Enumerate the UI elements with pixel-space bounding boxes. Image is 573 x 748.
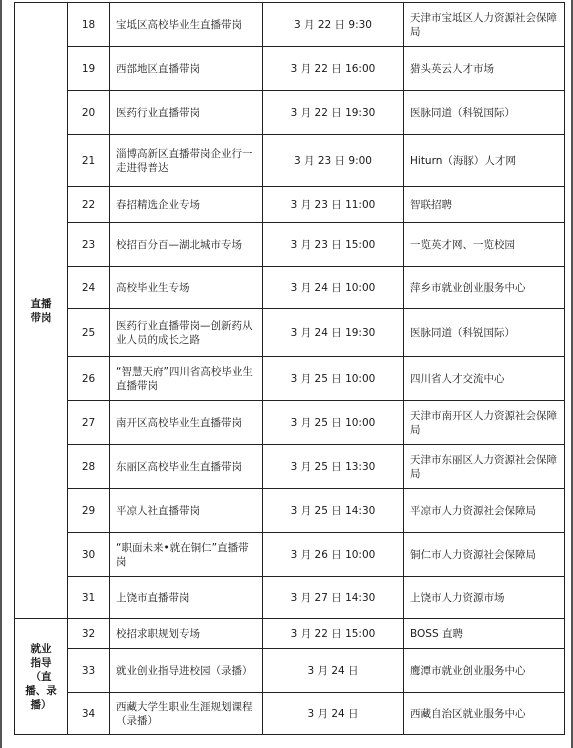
schedule-table bbox=[14, 2, 565, 735]
row-number: 21 bbox=[68, 135, 110, 187]
schedule-body bbox=[15, 3, 565, 735]
organizer: 上饶市人力资源市场 bbox=[404, 577, 565, 619]
table-row bbox=[15, 187, 565, 223]
event-time: 3 月 25 日 10:00 bbox=[263, 357, 404, 401]
organizer: 一览英才网、一览校园 bbox=[404, 223, 565, 267]
organizer: BOSS 直聘 bbox=[404, 619, 565, 649]
table-row bbox=[15, 693, 565, 735]
category-live-recruitment: 直播 带岗 bbox=[15, 3, 68, 619]
table-row bbox=[15, 489, 565, 533]
row-number: 32 bbox=[68, 619, 110, 649]
event-name: 东丽区高校毕业生直播带岗 bbox=[110, 445, 263, 489]
table-row bbox=[15, 3, 565, 47]
organizer: 医脉同道（科锐国际） bbox=[404, 91, 565, 135]
event-name: 校招求职规划专场 bbox=[110, 619, 263, 649]
row-number: 26 bbox=[68, 357, 110, 401]
organizer: 平凉市人力资源社会保障局 bbox=[404, 489, 565, 533]
table-row bbox=[15, 47, 565, 91]
event-name: 高校毕业生专场 bbox=[110, 267, 263, 309]
organizer: 四川省人才交流中心 bbox=[404, 357, 565, 401]
row-number: 34 bbox=[68, 693, 110, 735]
event-time: 3 月 25 日 10:00 bbox=[263, 401, 404, 445]
organizer: 智联招聘 bbox=[404, 187, 565, 223]
table-row bbox=[15, 223, 565, 267]
table-row bbox=[15, 649, 565, 693]
row-number: 25 bbox=[68, 309, 110, 357]
row-number: 31 bbox=[68, 577, 110, 619]
event-time: 3 月 23 日 15:00 bbox=[263, 223, 404, 267]
organizer: 天津市东丽区人力资源社会保障局 bbox=[404, 445, 565, 489]
event-name: 西藏大学生职业生涯规划课程（录播） bbox=[110, 693, 263, 735]
organizer: 天津市南开区人力资源社会保障局 bbox=[404, 401, 565, 445]
row-number: 20 bbox=[68, 91, 110, 135]
row-number: 30 bbox=[68, 533, 110, 577]
event-time: 3 月 24 日 19:30 bbox=[263, 309, 404, 357]
event-name: 西部地区直播带岗 bbox=[110, 47, 263, 91]
organizer: 铜仁市人力资源社会保障局 bbox=[404, 533, 565, 577]
table-row bbox=[15, 309, 565, 357]
event-time: 3 月 24 日 bbox=[263, 693, 404, 735]
row-number: 22 bbox=[68, 187, 110, 223]
event-time: 3 月 22 日 19:30 bbox=[263, 91, 404, 135]
event-time: 3 月 26 日 10:00 bbox=[263, 533, 404, 577]
organizer: 天津市宝坻区人力资源社会保障局 bbox=[404, 3, 565, 47]
event-name: “智慧天府”四川省高校毕业生直播带岗 bbox=[110, 357, 263, 401]
event-time: 3 月 23 日 9:00 bbox=[263, 135, 404, 187]
organizer: Hiturn（海豚）人才网 bbox=[404, 135, 565, 187]
event-name: 春招精选企业专场 bbox=[110, 187, 263, 223]
event-time: 3 月 27 日 14:30 bbox=[263, 577, 404, 619]
row-number: 33 bbox=[68, 649, 110, 693]
organizer: 西藏自治区就业服务中心 bbox=[404, 693, 565, 735]
event-name: 医药行业直播带岗—创新药从业人员的成长之路 bbox=[110, 309, 263, 357]
organizer: 萍乡市就业创业服务中心 bbox=[404, 267, 565, 309]
row-number: 24 bbox=[68, 267, 110, 309]
table-row bbox=[15, 135, 565, 187]
row-number: 23 bbox=[68, 223, 110, 267]
event-name: “职面未来•就在铜仁”直播带岗 bbox=[110, 533, 263, 577]
event-time: 3 月 24 日 bbox=[263, 649, 404, 693]
table-row bbox=[15, 401, 565, 445]
left-edge-bar bbox=[0, 0, 2, 748]
event-time: 3 月 23 日 11:00 bbox=[263, 187, 404, 223]
event-name: 宝坻区高校毕业生直播带岗 bbox=[110, 3, 263, 47]
row-number: 18 bbox=[68, 3, 110, 47]
event-time: 3 月 25 日 13:30 bbox=[263, 445, 404, 489]
event-time: 3 月 22 日 16:00 bbox=[263, 47, 404, 91]
event-name: 校招百分百—湖北城市专场 bbox=[110, 223, 263, 267]
event-name: 就业创业指导进校园（录播） bbox=[110, 649, 263, 693]
table-row bbox=[15, 619, 565, 649]
organizer: 猎头英云人才市场 bbox=[404, 47, 565, 91]
row-number: 29 bbox=[68, 489, 110, 533]
event-time: 3 月 24 日 10:00 bbox=[263, 267, 404, 309]
table-row bbox=[15, 533, 565, 577]
category-employment-guidance: 就业 指导 （直 播、录 播） bbox=[15, 619, 68, 735]
row-number: 19 bbox=[68, 47, 110, 91]
table-row bbox=[15, 445, 565, 489]
event-time: 3 月 22 日 15:00 bbox=[263, 619, 404, 649]
event-time: 3 月 22 日 9:30 bbox=[263, 3, 404, 47]
event-time: 3 月 25 日 14:30 bbox=[263, 489, 404, 533]
row-number: 27 bbox=[68, 401, 110, 445]
organizer: 医脉同道（科锐国际） bbox=[404, 309, 565, 357]
table-row bbox=[15, 357, 565, 401]
table-row bbox=[15, 267, 565, 309]
row-number: 28 bbox=[68, 445, 110, 489]
event-name: 南开区高校毕业生直播带岗 bbox=[110, 401, 263, 445]
event-name: 医药行业直播带岗 bbox=[110, 91, 263, 135]
event-name: 淄博高新区直播带岗企业行一走进得普达 bbox=[110, 135, 263, 187]
event-name: 平凉人社直播带岗 bbox=[110, 489, 263, 533]
event-name: 上饶市直播带岗 bbox=[110, 577, 263, 619]
table-row bbox=[15, 577, 565, 619]
organizer: 鹰潭市就业创业服务中心 bbox=[404, 649, 565, 693]
table-row bbox=[15, 91, 565, 135]
